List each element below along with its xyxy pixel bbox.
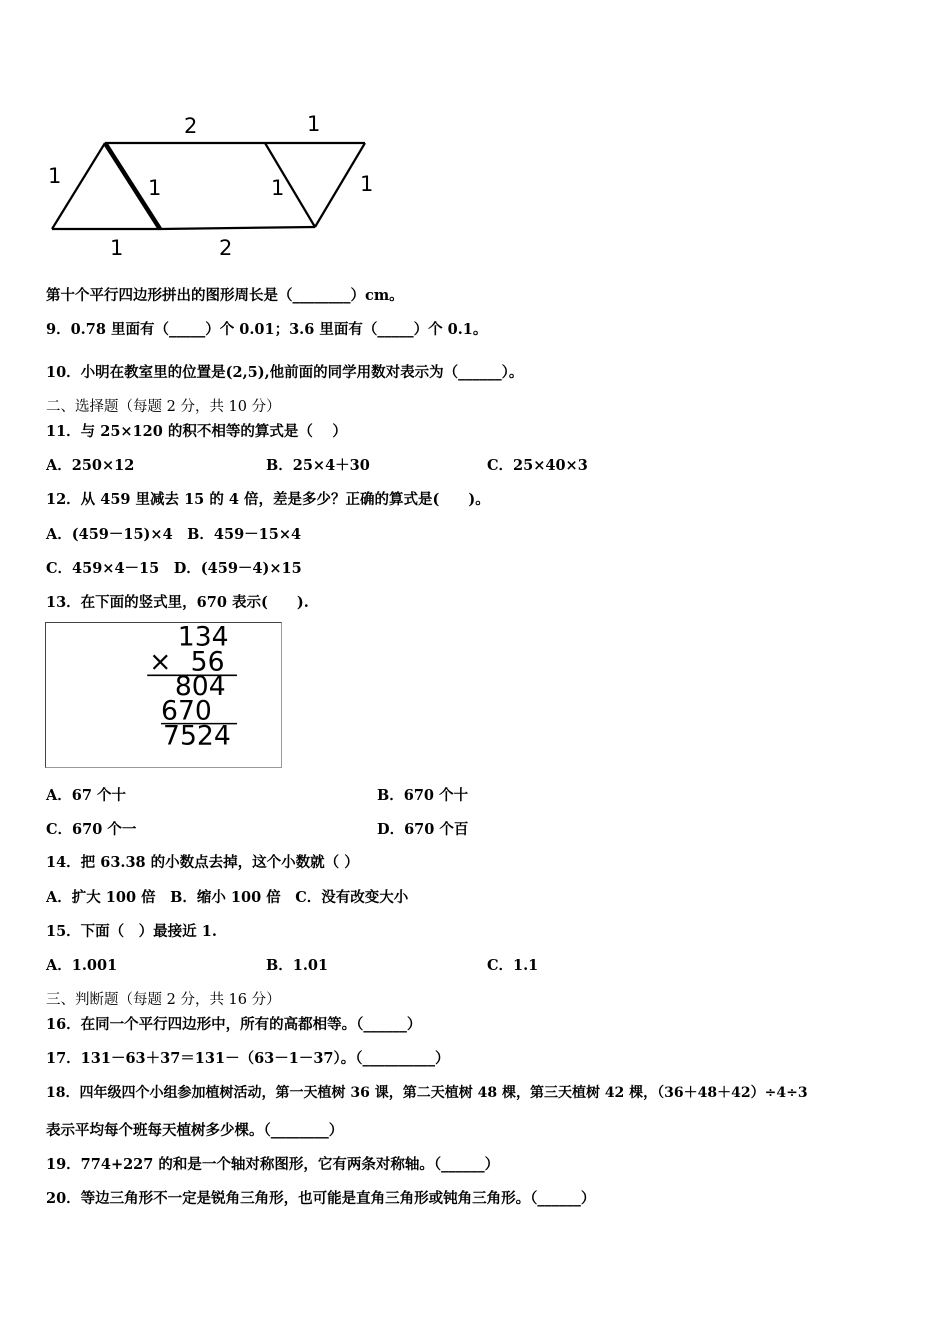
q8-continuation: 第十个平行四边形拼出的图形周长是（________）cm。: [46, 287, 404, 304]
question-19: 19．774+227 的和是一个轴对称图形，它有两条对称轴。（______）: [46, 1156, 500, 1173]
figure-label-right-1: 1: [360, 172, 374, 196]
question-13-stem: 13．在下面的竖式里，670 表示( ).: [46, 594, 309, 611]
vertical-multiplication-image: [45, 622, 282, 768]
question-17: 17．131－63＋37＝131－（63－1－37）。（__________）: [46, 1050, 450, 1067]
figure-label-diag2-1: 1: [271, 176, 285, 200]
section-heading-judgement: 三、判断题（每题 2 分，共 16 分）: [46, 992, 281, 1008]
question-20: 20．等边三角形不一定是锐角三角形，也可能是直角三角形或钝角三角形。（______）: [46, 1190, 596, 1207]
question-12-stem: 12．从 459 里减去 15 的 4 倍，差是多少？正确的算式是( )。: [46, 491, 490, 508]
q13-option-b[interactable]: B．670 个十: [377, 787, 469, 804]
figure-edge: [315, 143, 365, 227]
question-9: 9．0.78 里面有（_____）个 0.01；3.6 里面有（_____）个 0.1。: [46, 321, 488, 338]
question-10: 10．小明在教室里的位置是(2,5),他前面的同学用数对表示为（______）。: [46, 364, 524, 381]
q11-option-a[interactable]: A．250×12: [46, 457, 135, 474]
calc-multiplicand: 134: [177, 622, 229, 653]
q14-options[interactable]: A．扩大 100 倍 B．缩小 100 倍 C．没有改变大小: [46, 889, 409, 906]
question-14-stem: 14．把 63.38 的小数点去掉，这个小数就（ ）: [46, 854, 359, 871]
figure-edge: [160, 227, 315, 229]
parallelogram-figure: [40, 105, 380, 265]
question-16: 16．在同一个平行四边形中，所有的高都相等。（______）: [46, 1016, 422, 1033]
figure-label-bottom-left-1: 1: [110, 236, 124, 260]
calc-times-sign: ×: [149, 646, 172, 678]
q12-options-row-1[interactable]: A．(459－15)×4 B．459－15×4: [46, 526, 302, 543]
question-15-stem: 15．下面（ ）最接近 1.: [46, 923, 217, 940]
q11-option-c[interactable]: C．25×40×3: [487, 457, 588, 474]
calc-result: 7524: [163, 720, 231, 752]
figure-label-top-left-2: 2: [184, 114, 198, 138]
figure-label-top-right-1: 1: [307, 112, 321, 136]
calc-multiplier: 56: [190, 646, 225, 678]
q15-option-b[interactable]: B．1.01: [266, 957, 329, 974]
calc-partial-1: 804: [174, 671, 226, 702]
figure-label-diag-1: 1: [148, 176, 162, 200]
question-11-stem: 11．与 25×120 的积不相等的算式是（ ）: [46, 423, 347, 440]
q13-option-d[interactable]: D．670 个百: [377, 821, 469, 838]
figure-label-left-1: 1: [48, 164, 62, 188]
section-heading-choice: 二、选择题（每题 2 分，共 10 分）: [46, 399, 281, 415]
q12-options-row-2[interactable]: C．459×4－15 D．(459－4)×15: [46, 560, 302, 577]
question-18-line-1: 18．四年级四个小组参加植树活动，第一天植树 36 课，第二天植树 48 棵，第三天植树 42 棵，（36＋48＋42）÷4÷3: [46, 1085, 808, 1101]
q13-option-a[interactable]: A．67 个十: [46, 787, 126, 804]
figure-label-bottom-right-2: 2: [219, 236, 233, 260]
q13-option-c[interactable]: C．670 个一: [46, 821, 137, 838]
q11-option-b[interactable]: B．25×4＋30: [266, 457, 370, 474]
question-18-line-2: 表示平均每个班每天植树多少棵。（________）: [46, 1122, 344, 1139]
q15-option-a[interactable]: A．1.001: [46, 957, 118, 974]
calc-partial-2: 670: [161, 695, 212, 727]
q15-option-c[interactable]: C．1.1: [487, 957, 539, 974]
